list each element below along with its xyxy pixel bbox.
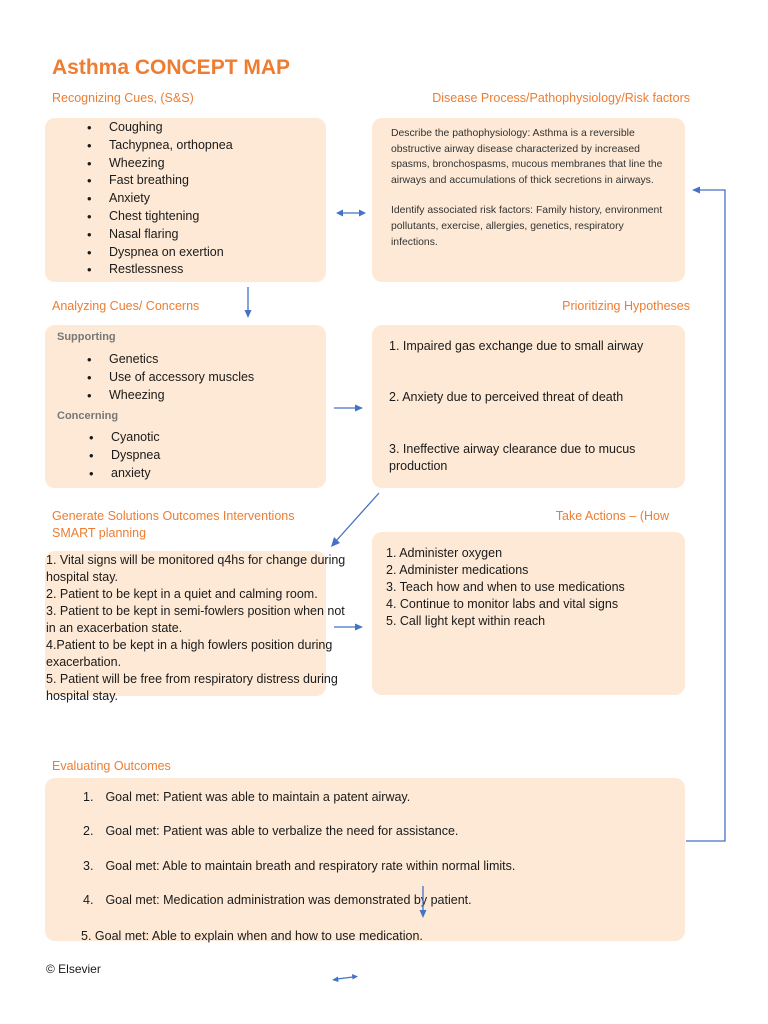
action-item: 1. Administer oxygen: [386, 546, 503, 560]
generate-solutions-label: Generate Solutions Outcomes Interventions: [52, 509, 295, 523]
list-item: 2. Patient to be kept in a quiet and calming room.: [46, 587, 318, 601]
list-item: • Dyspnea on exertion: [45, 244, 326, 262]
list-item: 3. Patient to be kept in semi-fowlers position when not in an exacerbation state.: [46, 604, 345, 635]
disease-process-label: Disease Process/Pathophysiology/Risk factors: [432, 91, 690, 105]
outcome-text: Goal met: Patient was able to maintain a patent airway.: [105, 790, 411, 804]
outcome-number: 1.: [83, 790, 94, 804]
right-arrow-icon: [334, 405, 363, 412]
list-item: • Wheezing: [45, 387, 326, 405]
list-item: • anxiety: [47, 465, 326, 483]
small-double-arrow-icon: [332, 974, 358, 982]
take-actions-label: Take Actions – (How: [555, 509, 669, 523]
supporting-label: Supporting: [57, 331, 116, 343]
list-item: • Use of accessory muscles: [45, 369, 326, 387]
list-item: • Nasal flaring: [45, 226, 326, 244]
diagonal-arrow-icon: [331, 493, 379, 547]
down-arrow-icon: [245, 287, 252, 318]
outcome-item-last: 5. Goal met: Able to explain when and how to use medication.: [81, 929, 423, 943]
list-item: • Genetics: [45, 351, 326, 369]
action-item: 2. Administer medications: [386, 563, 529, 577]
action-item: 3. Teach how and when to use medications: [386, 580, 625, 594]
small-down-arrow-icon: [420, 886, 427, 918]
risk-factors-text: Identify associated risk factors: Family history, environment pollutants, exercise, allergies, genetics, respiratory infections.: [391, 205, 663, 248]
outcome-number: 4.: [83, 893, 94, 907]
list-item: • Fast breathing: [45, 172, 326, 190]
analyzing-cues-label: Analyzing Cues/ Concerns: [52, 299, 200, 313]
right-arrow-icon: [334, 624, 363, 631]
outcome-text: Goal met: Patient was able to verbalize the need for assistance.: [105, 824, 459, 838]
list-item: • Wheezing: [45, 155, 326, 173]
prioritizing-hypotheses-label: Prioritizing Hypotheses: [562, 299, 690, 313]
list-item: • Tachypnea, orthopnea: [45, 137, 326, 155]
outcome-number: 3.: [83, 859, 94, 873]
outcome-number: 2.: [83, 824, 94, 838]
hypothesis-item: 3. Ineffective airway clearance due to mucus production: [389, 442, 636, 473]
list-item: • Dyspnea: [47, 447, 326, 465]
page-title: Asthma CONCEPT MAP: [52, 56, 291, 79]
loop-arrow-icon: [686, 187, 725, 842]
list-item: • Anxiety: [45, 190, 326, 208]
list-item: • Cyanotic: [47, 429, 326, 447]
list-item: • Chest tightening: [45, 208, 326, 226]
action-item: 5. Call light kept within reach: [386, 614, 546, 628]
outcome-text: Goal met: Medication administration was demonstrated by patient.: [105, 893, 472, 907]
list-item: • Coughing: [45, 119, 326, 137]
list-item: • Restlessness: [45, 261, 326, 279]
hypothesis-item: 1. Impaired gas exchange due to small airway: [389, 339, 644, 353]
recognizing-cues-label: Recognizing Cues, (S&S): [52, 91, 194, 105]
action-item: 4. Continue to monitor labs and vital signs: [386, 597, 619, 611]
pathophysiology-text: Describe the pathophysiology: Asthma is a reversible obstructive airway disease characterized by increased spasms, bronchospasms, mucous membranes that line the airways and accumulations of thick secretions in airways.: [391, 128, 663, 186]
evaluating-outcomes-label: Evaluating Outcomes: [52, 759, 171, 773]
list-item: 1. Vital signs will be monitored q4hs for change during hospital stay.: [46, 553, 346, 584]
concerning-label: Concerning: [57, 410, 119, 423]
smart-planning-label: SMART planning: [52, 526, 147, 540]
list-item: 5. Patient will be free from respiratory distress during hospital stay.: [46, 672, 338, 703]
double-arrow-icon: [336, 210, 366, 217]
hypothesis-item: 2. Anxiety due to perceived threat of death: [389, 390, 624, 404]
outcome-text: Goal met: Able to maintain breath and respiratory rate within normal limits.: [105, 859, 516, 873]
copyright-footer: © Elsevier: [46, 962, 101, 976]
list-item: 4.Patient to be kept in a high fowlers position during exacerbation.: [46, 638, 333, 669]
